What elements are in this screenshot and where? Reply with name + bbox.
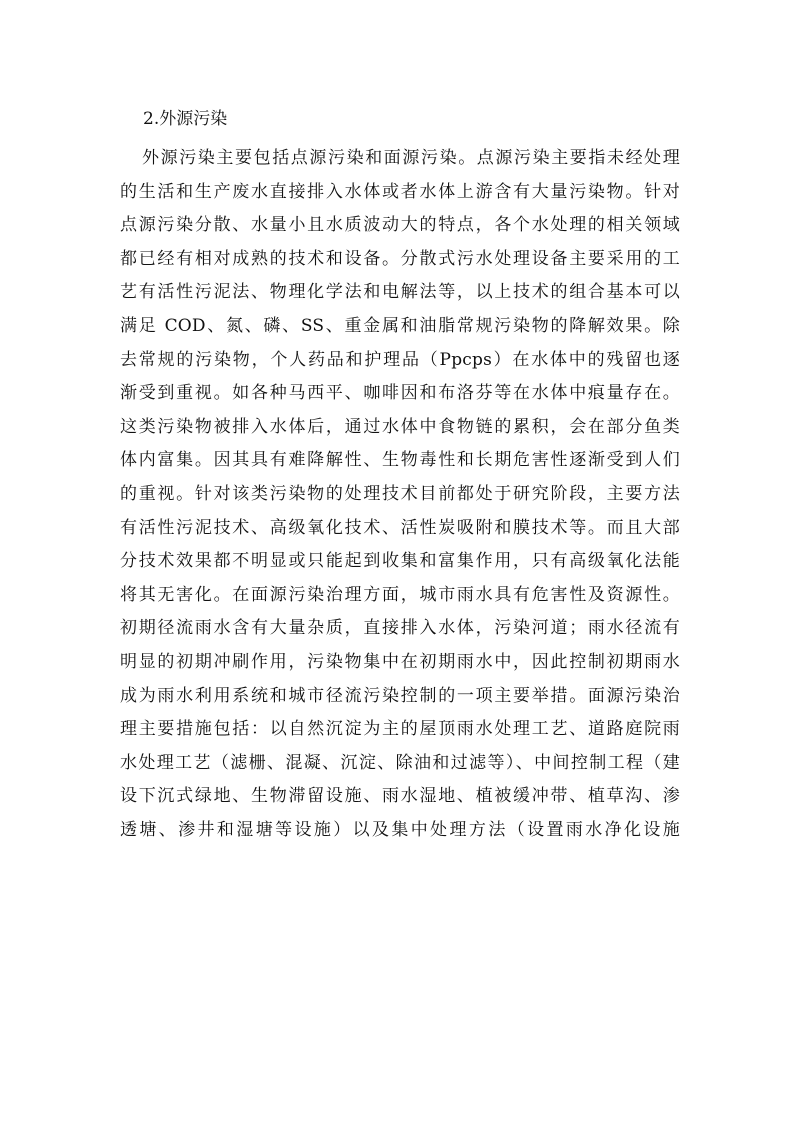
body-paragraph [120, 142, 680, 847]
paragraph-line: 外源污染主要包括点源污染和面源污染。点源污染主要指未经处理 [142, 148, 680, 168]
paragraph-line: 的生活和生产废水直接排入水体或者水体上游含有大量污染物。针对 [120, 181, 680, 202]
paragraph-line: 体内富集。因其具有难降解性、生物毒性和长期危害性逐渐受到人们 [120, 450, 680, 471]
paragraph-line: 去常规的污染物，个人药品和护理品（Ppcps）在水体中的残留也逐 [120, 349, 680, 370]
paragraph-line: 设下沉式绿地、生物滞留设施、雨水湿地、植被缓冲带、植草沟、渗 [120, 786, 680, 807]
paragraph-line: 将其无害化。在面源污染治理方面，城市雨水具有危害性及资源性。 [120, 584, 680, 605]
paragraph-line: 渐受到重视。如各种马西平、咖啡因和布洛芬等在水体中痕量存在。 [120, 383, 680, 404]
paragraph-line: 有活性污泥技术、高级氧化技术、活性炭吸附和膜技术等。而且大部 [120, 517, 680, 538]
paragraph-line: 满足 COD、氮、磷、SS、重金属和油脂常规污染物的降解效果。除 [120, 315, 680, 336]
paragraph-line: 艺有活性污泥法、物理化学法和电解法等，以上技术的组合基本可以 [120, 282, 680, 303]
paragraph-line: 的重视。针对该类污染物的处理技术目前都处于研究阶段，主要方法 [120, 483, 680, 504]
paragraph-line: 成为雨水利用系统和城市径流污染控制的一项主要举措。面源污染治 [120, 685, 680, 706]
paragraph-line: 水处理工艺（滤栅、混凝、沉淀、除油和过滤等）、中间控制工程（建 [120, 752, 680, 773]
paragraph-line: 分技术效果都不明显或只能起到收集和富集作用，只有高级氧化法能 [120, 551, 680, 572]
paragraph-line: 都已经有相对成熟的技术和设备。分散式污水处理设备主要采用的工 [120, 248, 680, 269]
paragraph-line: 初期径流雨水含有大量杂质，直接排入水体，污染河道；雨水径流有 [120, 618, 680, 639]
paragraph-line: 明显的初期冲刷作用，污染物集中在初期雨水中，因此控制初期雨水 [120, 651, 680, 672]
paragraph-line: 透塘、渗井和湿塘等设施）以及集中处理方法（设置雨水净化设施 [120, 819, 680, 840]
paragraph-line: 这类污染物被排入水体后，通过水体中食物链的累积，会在部分鱼类 [120, 416, 680, 437]
section-heading: 2.外源污染 [143, 109, 228, 129]
paragraph-line: 理主要措施包括：以自然沉淀为主的屋顶雨水处理工艺、道路庭院雨 [120, 719, 680, 740]
paragraph-line: 点源污染分散、水量小且水质波动大的特点，各个水处理的相关领域 [120, 215, 680, 236]
